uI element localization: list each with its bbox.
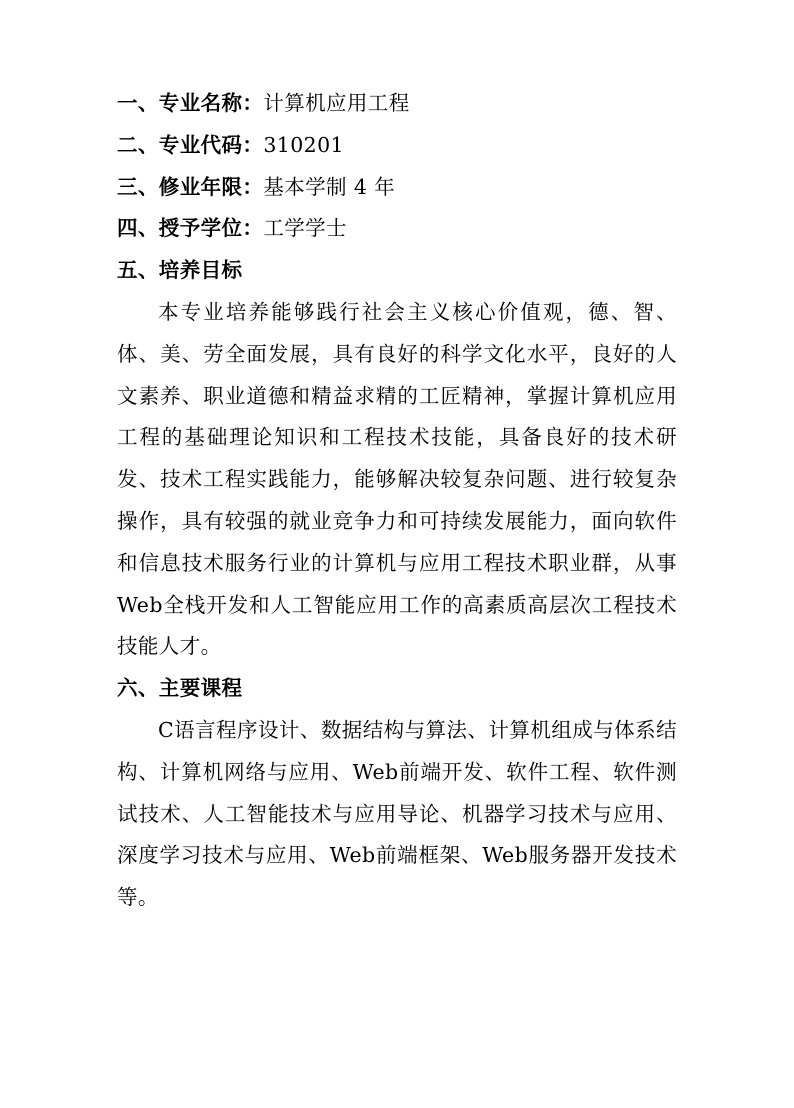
field-value: 基本学制 4 年 xyxy=(263,174,396,199)
field-major-name xyxy=(117,83,677,125)
section-heading-main-courses: 六、主要课程 xyxy=(117,676,243,701)
field-label: 二、专业代码： xyxy=(117,132,264,157)
field-value: 工学学士 xyxy=(263,216,347,241)
section-heading-training-goals: 五、培养目标 xyxy=(117,258,243,283)
field-value: 计算机应用工程 xyxy=(263,91,410,115)
field-label: 三、修业年限： xyxy=(117,174,264,199)
section-body-main-courses: C语言程序设计、数据结构与算法、计算机组成与体系结构、计算机网络与应用、Web前端开发、软件工程、软件测试技术、人工智能技术与应用导论、机器学习技术与应用、深度学习技术与应用、Web前端框架、Web服务器开发技术等。 xyxy=(117,717,677,910)
field-study-duration xyxy=(117,167,677,209)
field-value: 310201 xyxy=(263,132,344,157)
document-page xyxy=(117,83,677,919)
field-label: 四、授予学位： xyxy=(117,216,264,241)
section-body-training-goals: 本专业培养能够践行社会主义核心价值观，德、智、体、美、劳全面发展，具有良好的科学文化水平，良好的人文素养、职业道德和精益求精的工匠精神，掌握计算机应用工程的基础理论知识和工程技术技能，具备良好的技术研发、技术工程实践能力，能够解决较复杂问题、进行较复杂操作，具有较强的就业竞争力和可持续发展能力，面向软件和信息技术服务行业的计算机与应用工程技术职业群，从事Web全栈开发和人工智能应用工作的高素质高层次工程技术技能人才。 xyxy=(117,299,677,659)
field-degree xyxy=(117,208,677,250)
field-major-code xyxy=(117,125,677,167)
field-label: 一、专业名称： xyxy=(117,91,264,115)
